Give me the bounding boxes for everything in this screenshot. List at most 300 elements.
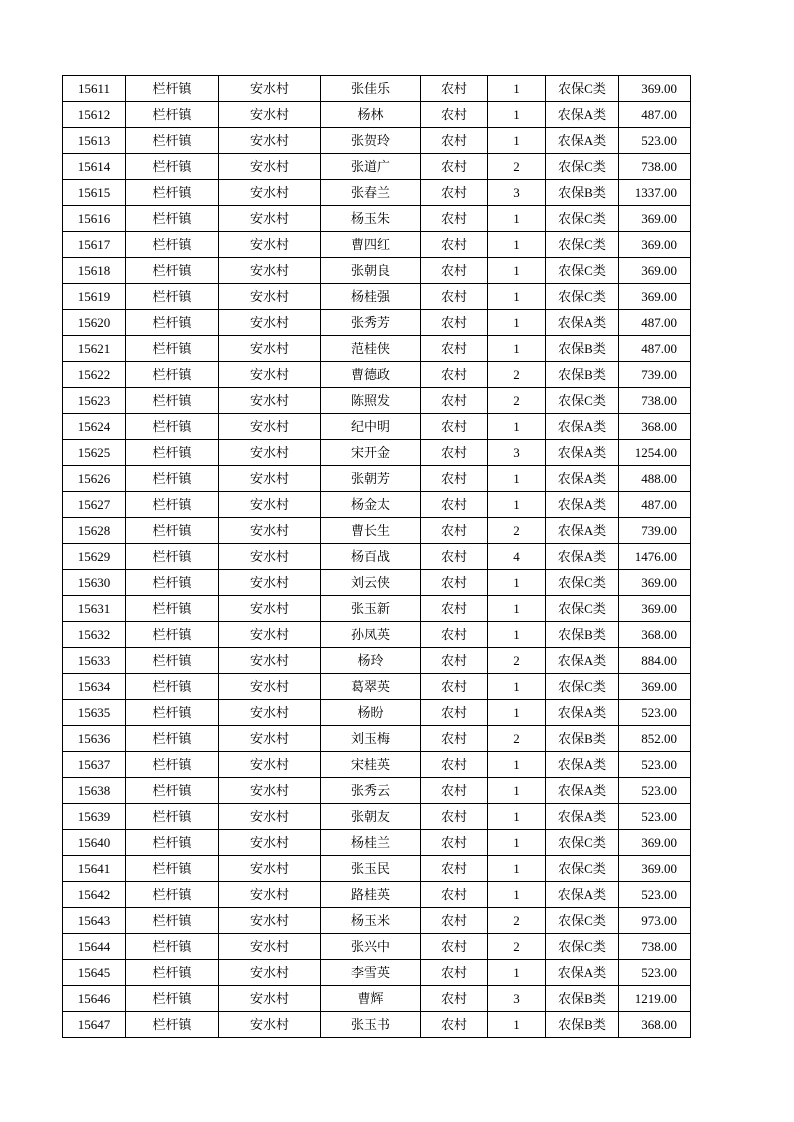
cell-category: 农保C类 [546,596,619,622]
cell-persons: 2 [488,648,546,674]
cell-village: 安水村 [219,960,321,986]
cell-serial: 15637 [63,752,126,778]
cell-persons: 1 [488,206,546,232]
cell-persons: 1 [488,414,546,440]
cell-name: 杨桂兰 [321,830,421,856]
cell-name: 曹辉 [321,986,421,1012]
cell-name: 张朝良 [321,258,421,284]
cell-persons: 1 [488,778,546,804]
cell-amount: 369.00 [619,284,691,310]
cell-residence: 农村 [421,960,488,986]
cell-amount: 1254.00 [619,440,691,466]
table-row [63,440,691,466]
cell-village: 安水村 [219,310,321,336]
cell-residence: 农村 [421,284,488,310]
cell-residence: 农村 [421,414,488,440]
cell-village: 安水村 [219,778,321,804]
cell-residence: 农村 [421,258,488,284]
cell-town: 栏杆镇 [126,960,219,986]
cell-village: 安水村 [219,362,321,388]
cell-amount: 369.00 [619,258,691,284]
cell-persons: 2 [488,908,546,934]
cell-name: 陈照发 [321,388,421,414]
cell-persons: 1 [488,336,546,362]
cell-amount: 369.00 [619,206,691,232]
cell-residence: 农村 [421,102,488,128]
cell-village: 安水村 [219,700,321,726]
cell-category: 农保B类 [546,986,619,1012]
cell-residence: 农村 [421,466,488,492]
cell-residence: 农村 [421,726,488,752]
cell-amount: 369.00 [619,76,691,102]
cell-amount: 852.00 [619,726,691,752]
cell-name: 宋开金 [321,440,421,466]
cell-residence: 农村 [421,76,488,102]
cell-town: 栏杆镇 [126,752,219,778]
cell-residence: 农村 [421,830,488,856]
cell-town: 栏杆镇 [126,180,219,206]
cell-village: 安水村 [219,102,321,128]
table-row [63,284,691,310]
cell-amount: 369.00 [619,830,691,856]
table-row [63,180,691,206]
cell-serial: 15616 [63,206,126,232]
cell-residence: 农村 [421,908,488,934]
cell-name: 杨百战 [321,544,421,570]
cell-name: 张朝芳 [321,466,421,492]
table-row [63,414,691,440]
table-row [63,154,691,180]
cell-amount: 1219.00 [619,986,691,1012]
cell-name: 刘玉梅 [321,726,421,752]
cell-village: 安水村 [219,440,321,466]
cell-name: 张佳乐 [321,76,421,102]
cell-residence: 农村 [421,596,488,622]
table-row [63,518,691,544]
cell-town: 栏杆镇 [126,778,219,804]
cell-serial: 15614 [63,154,126,180]
cell-name: 杨林 [321,102,421,128]
cell-town: 栏杆镇 [126,128,219,154]
cell-category: 农保C类 [546,154,619,180]
cell-town: 栏杆镇 [126,544,219,570]
cell-residence: 农村 [421,804,488,830]
cell-town: 栏杆镇 [126,388,219,414]
cell-amount: 523.00 [619,804,691,830]
cell-residence: 农村 [421,206,488,232]
cell-town: 栏杆镇 [126,856,219,882]
cell-town: 栏杆镇 [126,362,219,388]
cell-village: 安水村 [219,934,321,960]
cell-persons: 2 [488,154,546,180]
cell-amount: 1476.00 [619,544,691,570]
cell-name: 曹长生 [321,518,421,544]
cell-name: 杨金太 [321,492,421,518]
table-body [63,76,691,1038]
cell-amount: 523.00 [619,882,691,908]
cell-amount: 523.00 [619,752,691,778]
cell-town: 栏杆镇 [126,674,219,700]
cell-name: 张道广 [321,154,421,180]
cell-persons: 1 [488,284,546,310]
cell-village: 安水村 [219,726,321,752]
cell-town: 栏杆镇 [126,492,219,518]
cell-village: 安水村 [219,128,321,154]
cell-residence: 农村 [421,492,488,518]
cell-village: 安水村 [219,856,321,882]
cell-amount: 369.00 [619,570,691,596]
cell-village: 安水村 [219,466,321,492]
cell-amount: 523.00 [619,778,691,804]
table-row [63,466,691,492]
cell-category: 农保A类 [546,466,619,492]
cell-persons: 2 [488,726,546,752]
cell-amount: 738.00 [619,154,691,180]
cell-village: 安水村 [219,570,321,596]
cell-residence: 农村 [421,232,488,258]
cell-residence: 农村 [421,674,488,700]
cell-name: 孙凤英 [321,622,421,648]
cell-town: 栏杆镇 [126,258,219,284]
table-row [63,544,691,570]
cell-persons: 1 [488,596,546,622]
cell-amount: 973.00 [619,908,691,934]
cell-serial: 15629 [63,544,126,570]
cell-name: 张玉书 [321,1012,421,1038]
cell-category: 农保B类 [546,622,619,648]
cell-serial: 15638 [63,778,126,804]
cell-serial: 15619 [63,284,126,310]
cell-amount: 738.00 [619,388,691,414]
cell-serial: 15630 [63,570,126,596]
table-row [63,856,691,882]
table-row [63,986,691,1012]
cell-category: 农保B类 [546,1012,619,1038]
table-row [63,726,691,752]
cell-residence: 农村 [421,1012,488,1038]
cell-persons: 1 [488,622,546,648]
cell-persons: 1 [488,258,546,284]
cell-village: 安水村 [219,1012,321,1038]
cell-persons: 1 [488,310,546,336]
cell-serial: 15640 [63,830,126,856]
cell-name: 杨桂强 [321,284,421,310]
cell-village: 安水村 [219,258,321,284]
cell-residence: 农村 [421,700,488,726]
cell-category: 农保A类 [546,648,619,674]
cell-residence: 农村 [421,362,488,388]
cell-persons: 3 [488,440,546,466]
cell-serial: 15639 [63,804,126,830]
cell-town: 栏杆镇 [126,440,219,466]
cell-name: 曹德政 [321,362,421,388]
cell-serial: 15641 [63,856,126,882]
cell-residence: 农村 [421,622,488,648]
cell-name: 曹四红 [321,232,421,258]
cell-amount: 487.00 [619,492,691,518]
cell-category: 农保A类 [546,440,619,466]
cell-village: 安水村 [219,908,321,934]
cell-amount: 523.00 [619,700,691,726]
cell-residence: 农村 [421,856,488,882]
table-row [63,570,691,596]
cell-village: 安水村 [219,544,321,570]
cell-persons: 2 [488,362,546,388]
cell-village: 安水村 [219,388,321,414]
cell-village: 安水村 [219,180,321,206]
cell-serial: 15631 [63,596,126,622]
cell-serial: 15647 [63,1012,126,1038]
table-row [63,648,691,674]
cell-serial: 15625 [63,440,126,466]
table-row [63,1012,691,1038]
table-row [63,362,691,388]
cell-serial: 15628 [63,518,126,544]
cell-category: 农保C类 [546,206,619,232]
cell-persons: 1 [488,466,546,492]
table-row [63,102,691,128]
cell-amount: 369.00 [619,856,691,882]
cell-serial: 15622 [63,362,126,388]
cell-category: 农保B类 [546,180,619,206]
table-row [63,310,691,336]
cell-persons: 1 [488,570,546,596]
cell-village: 安水村 [219,206,321,232]
cell-category: 农保A类 [546,804,619,830]
cell-name: 张兴中 [321,934,421,960]
cell-name: 张春兰 [321,180,421,206]
table-row [63,830,691,856]
cell-persons: 2 [488,518,546,544]
cell-persons: 4 [488,544,546,570]
cell-category: 农保C类 [546,388,619,414]
cell-residence: 农村 [421,778,488,804]
cell-town: 栏杆镇 [126,596,219,622]
cell-amount: 488.00 [619,466,691,492]
cell-name: 葛翠英 [321,674,421,700]
cell-category: 农保A类 [546,128,619,154]
cell-amount: 1337.00 [619,180,691,206]
cell-village: 安水村 [219,518,321,544]
cell-town: 栏杆镇 [126,466,219,492]
cell-category: 农保C类 [546,674,619,700]
cell-village: 安水村 [219,76,321,102]
cell-name: 张玉新 [321,596,421,622]
table-row [63,336,691,362]
cell-name: 纪中明 [321,414,421,440]
cell-category: 农保B类 [546,362,619,388]
cell-residence: 农村 [421,986,488,1012]
cell-persons: 1 [488,856,546,882]
cell-category: 农保A类 [546,700,619,726]
cell-persons: 1 [488,102,546,128]
cell-serial: 15626 [63,466,126,492]
cell-town: 栏杆镇 [126,934,219,960]
cell-residence: 农村 [421,154,488,180]
table-row [63,674,691,700]
cell-category: 农保A类 [546,882,619,908]
cell-serial: 15633 [63,648,126,674]
cell-category: 农保C类 [546,830,619,856]
cell-amount: 523.00 [619,128,691,154]
cell-category: 农保A类 [546,960,619,986]
cell-category: 农保C类 [546,570,619,596]
cell-town: 栏杆镇 [126,882,219,908]
cell-town: 栏杆镇 [126,102,219,128]
cell-town: 栏杆镇 [126,830,219,856]
cell-village: 安水村 [219,804,321,830]
cell-serial: 15623 [63,388,126,414]
cell-town: 栏杆镇 [126,726,219,752]
table-row [63,258,691,284]
cell-amount: 739.00 [619,518,691,544]
cell-town: 栏杆镇 [126,700,219,726]
cell-amount: 739.00 [619,362,691,388]
cell-serial: 15615 [63,180,126,206]
cell-town: 栏杆镇 [126,1012,219,1038]
cell-town: 栏杆镇 [126,284,219,310]
table-row [63,752,691,778]
cell-amount: 369.00 [619,674,691,700]
cell-persons: 1 [488,960,546,986]
cell-town: 栏杆镇 [126,336,219,362]
cell-persons: 2 [488,388,546,414]
cell-village: 安水村 [219,648,321,674]
cell-residence: 农村 [421,310,488,336]
table-row [63,206,691,232]
cell-name: 杨玉米 [321,908,421,934]
cell-amount: 368.00 [619,622,691,648]
cell-amount: 368.00 [619,414,691,440]
cell-category: 农保C类 [546,76,619,102]
table-row [63,76,691,102]
cell-town: 栏杆镇 [126,206,219,232]
table-row [63,388,691,414]
cell-name: 张玉民 [321,856,421,882]
cell-town: 栏杆镇 [126,310,219,336]
cell-category: 农保C类 [546,258,619,284]
cell-village: 安水村 [219,596,321,622]
cell-town: 栏杆镇 [126,648,219,674]
cell-town: 栏杆镇 [126,908,219,934]
cell-category: 农保C类 [546,284,619,310]
cell-village: 安水村 [219,622,321,648]
table-row [63,128,691,154]
cell-residence: 农村 [421,752,488,778]
cell-amount: 884.00 [619,648,691,674]
cell-village: 安水村 [219,414,321,440]
cell-serial: 15646 [63,986,126,1012]
cell-village: 安水村 [219,986,321,1012]
cell-category: 农保C类 [546,934,619,960]
table-row [63,622,691,648]
cell-residence: 农村 [421,882,488,908]
cell-name: 张贺玲 [321,128,421,154]
cell-serial: 15617 [63,232,126,258]
cell-category: 农保A类 [546,518,619,544]
cell-amount: 487.00 [619,102,691,128]
cell-residence: 农村 [421,128,488,154]
cell-town: 栏杆镇 [126,986,219,1012]
cell-name: 张秀芳 [321,310,421,336]
cell-persons: 3 [488,986,546,1012]
cell-village: 安水村 [219,154,321,180]
table-row [63,492,691,518]
table-row [63,804,691,830]
cell-name: 范桂侠 [321,336,421,362]
cell-town: 栏杆镇 [126,76,219,102]
cell-town: 栏杆镇 [126,570,219,596]
cell-serial: 15612 [63,102,126,128]
cell-serial: 15645 [63,960,126,986]
cell-serial: 15634 [63,674,126,700]
cell-amount: 738.00 [619,934,691,960]
table-row [63,700,691,726]
cell-serial: 15621 [63,336,126,362]
cell-village: 安水村 [219,492,321,518]
cell-town: 栏杆镇 [126,804,219,830]
cell-amount: 523.00 [619,960,691,986]
cell-serial: 15611 [63,76,126,102]
table-row [63,960,691,986]
cell-serial: 15643 [63,908,126,934]
cell-residence: 农村 [421,648,488,674]
cell-serial: 15618 [63,258,126,284]
cell-persons: 3 [488,180,546,206]
cell-residence: 农村 [421,180,488,206]
cell-amount: 487.00 [619,336,691,362]
cell-village: 安水村 [219,284,321,310]
cell-town: 栏杆镇 [126,518,219,544]
cell-category: 农保B类 [546,336,619,362]
table-row [63,882,691,908]
cell-name: 宋桂英 [321,752,421,778]
cell-persons: 1 [488,830,546,856]
cell-name: 路桂英 [321,882,421,908]
cell-residence: 农村 [421,440,488,466]
cell-serial: 15624 [63,414,126,440]
cell-category: 农保A类 [546,414,619,440]
cell-village: 安水村 [219,752,321,778]
cell-category: 农保A类 [546,492,619,518]
cell-persons: 1 [488,128,546,154]
cell-amount: 369.00 [619,596,691,622]
cell-name: 杨玲 [321,648,421,674]
cell-amount: 369.00 [619,232,691,258]
cell-amount: 368.00 [619,1012,691,1038]
cell-serial: 15635 [63,700,126,726]
cell-name: 张朝友 [321,804,421,830]
cell-name: 杨盼 [321,700,421,726]
cell-serial: 15620 [63,310,126,336]
cell-name: 李雪英 [321,960,421,986]
table-row [63,934,691,960]
cell-serial: 15636 [63,726,126,752]
cell-category: 农保B类 [546,726,619,752]
cell-serial: 15642 [63,882,126,908]
cell-residence: 农村 [421,336,488,362]
cell-town: 栏杆镇 [126,232,219,258]
cell-town: 栏杆镇 [126,154,219,180]
cell-persons: 1 [488,752,546,778]
cell-persons: 1 [488,232,546,258]
cell-category: 农保C类 [546,856,619,882]
cell-residence: 农村 [421,570,488,596]
cell-category: 农保A类 [546,102,619,128]
cell-serial: 15644 [63,934,126,960]
cell-category: 农保C类 [546,908,619,934]
cell-persons: 1 [488,882,546,908]
